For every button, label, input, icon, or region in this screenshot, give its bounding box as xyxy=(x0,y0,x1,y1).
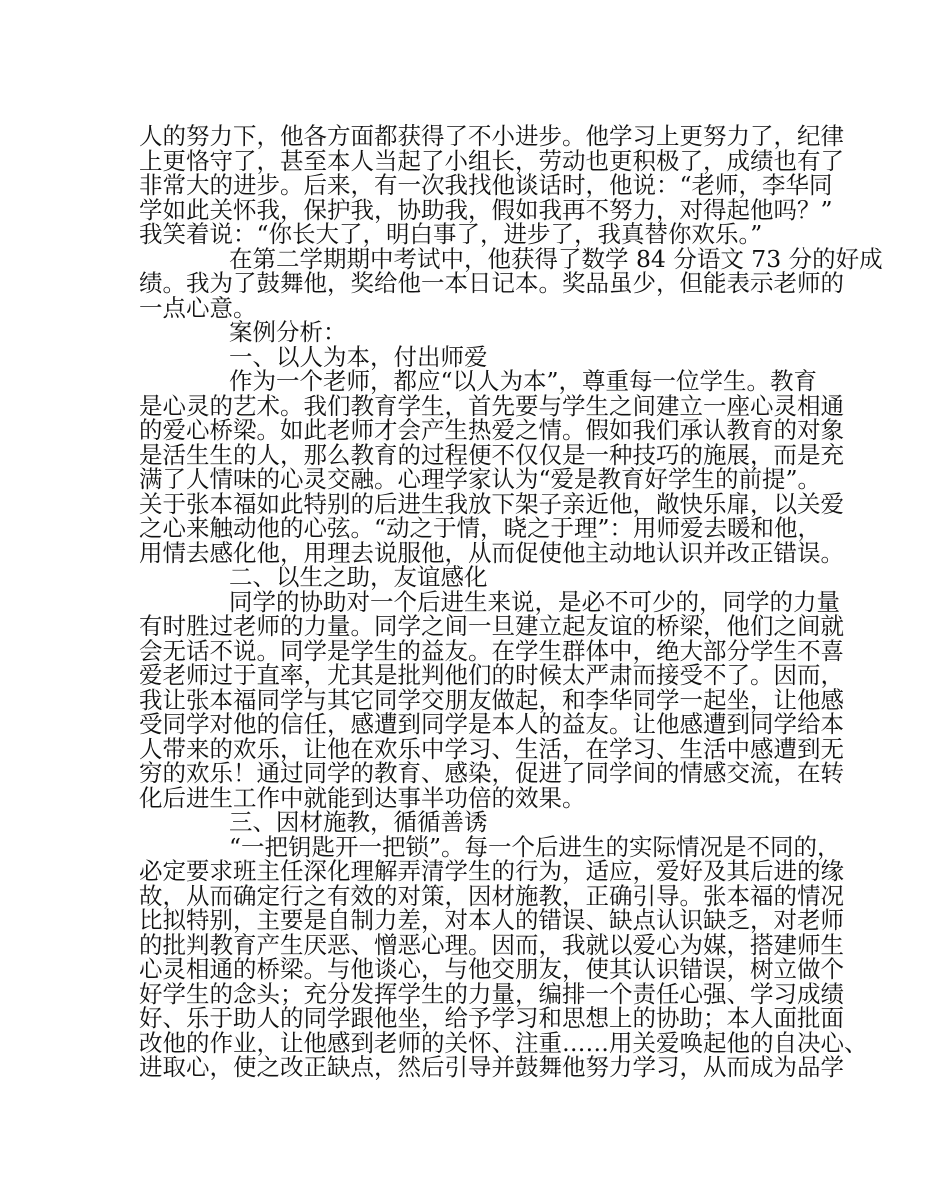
text-line-16: 关于张本福如此特别的后进生我放下架子亲近他，敞快乐扉，以关爱 xyxy=(139,489,844,518)
text-line-36: 好学生的念头；充分发挥学生的力量，编排一个责任心强、学习成绩 xyxy=(139,979,844,1008)
section-heading-2: 二、以生之助，友谊感化 xyxy=(229,563,488,591)
text-line-5: 我笑着说：“你长大了，明白事了，进步了，我真替你欢乐。” xyxy=(139,220,763,248)
text-line-17: 之心来触动他的心弦。“动之于情，晓之于理”：用师爱去暖和他， xyxy=(139,514,822,542)
text-line-7: 绩。我为了鼓舞他，奖给他一本日记本。奖品虽少，但能表示老师的 xyxy=(139,269,844,297)
section-label: 案例分析： xyxy=(229,318,347,346)
text-line-32: 故，从而确定行之有效的对策，因材施教，正确引导。张本福的情况 xyxy=(139,881,844,910)
text-line-1: 人的努力下，他各方面都获得了不小进步。他学习上更努力了，纪律 xyxy=(139,122,844,150)
document-page xyxy=(139,122,883,1081)
section-heading-3: 三、因材施教，循循善诱 xyxy=(229,808,488,836)
text-line-34: 的批判教育产生厌恶、憎恶心理。因而，我就以爱心为媒，搭建师生 xyxy=(139,930,844,959)
text-line-8: 一点心意。 xyxy=(139,293,257,322)
paragraph-start-line: 同学的协助对一个后进生来说，是必不可少的，同学的力量 xyxy=(229,587,840,616)
text-line-26: 人带来的欢乐，让他在欢乐中学习、生活，在学习、生活中感遭到无 xyxy=(139,734,844,763)
text-line-39: 进取心，使之改正缺点，然后引导并鼓舞他努力学习，从而成为品学 xyxy=(139,1053,844,1081)
text-line-14: 是活生生的人，那么教育的过程便不仅仅是一种技巧的施展，而是充 xyxy=(139,440,844,469)
text-line-23: 爱老师过于直率，尤其是批判他们的时候太严肃而接受不了。因而， xyxy=(139,661,844,689)
paragraph-start-line: “一把钥匙开一把锁”。每一个后进生的实际情况是不同的， xyxy=(229,832,841,861)
text-line-35: 心灵相通的桥梁。与他谈心，与他交朋友，使其认识错误，树立做个 xyxy=(139,955,844,983)
text-line-2: 上更恪守了，甚至本人当起了小组长，劳动也更积极了，成绩也有了 xyxy=(139,146,844,175)
text-line-31: 必定要求班主任深化理解弄清学生的行为，适应，爱好及其后进的缘 xyxy=(139,857,844,885)
text-line-25: 受同学对他的信任，感遭到同学是本人的益友。让他感遭到同学给本 xyxy=(139,710,844,738)
text-line-27: 穷的欢乐！通过同学的教育、感染，促进了同学间的情感交流，在转 xyxy=(139,759,844,787)
paragraph-start-line: 在第二学期期中考试中，他获得了数学 84 分语文 73 分的好成 xyxy=(229,244,883,273)
paragraph-start-line: 作为一个老师，都应“以人为本”，尊重每一位学生。教育 xyxy=(229,367,818,395)
text-line-12: 是心灵的艺术。我们教育学生，首先要与学生之间建立一座心灵相通 xyxy=(139,391,844,420)
text-line-3: 非常大的进步。后来，有一次我找他谈话时，他说：“老师，李华同 xyxy=(139,171,833,199)
section-heading-1: 一、以人为本，付出师爱 xyxy=(229,342,488,371)
text-line-24: 我让张本福同学与其它同学交朋友做起，和李华同学一起坐，让他感 xyxy=(139,685,844,714)
text-line-18: 用情去感化他，用理去说服他，从而促使他主动地认识并改正错误。 xyxy=(139,538,844,567)
text-line-13: 的爱心桥梁。如此老师才会产生热爱之情。假如我们承认教育的对象 xyxy=(139,416,844,444)
text-line-33: 比拟特别，主要是自制力差，对本人的错误、缺点认识缺乏，对老师 xyxy=(139,906,844,934)
text-line-22: 会无话不说。同学是学生的益友。在学生群体中，绝大部分学生不喜 xyxy=(139,636,844,665)
text-line-15: 满了人情味的心灵交融。心理学家认为“爱是教育好学生的前提”。 xyxy=(139,465,822,493)
text-line-37: 好、乐于助人的同学跟他坐，给予学习和思想上的协助；本人面批面 xyxy=(139,1004,844,1032)
text-line-28: 化后进生工作中就能到达事半功倍的效果。 xyxy=(139,783,586,812)
text-line-38: 改他的作业，让他感到老师的关怀、注重……用关爱唤起他的自决心、 xyxy=(139,1028,868,1057)
text-line-21: 有时胜过老师的力量。同学之间一旦建立起友谊的桥梁，他们之间就 xyxy=(139,612,844,640)
text-line-4: 学如此关怀我，保护我，协助我，假如我再不努力，对得起他吗？” xyxy=(139,195,833,224)
